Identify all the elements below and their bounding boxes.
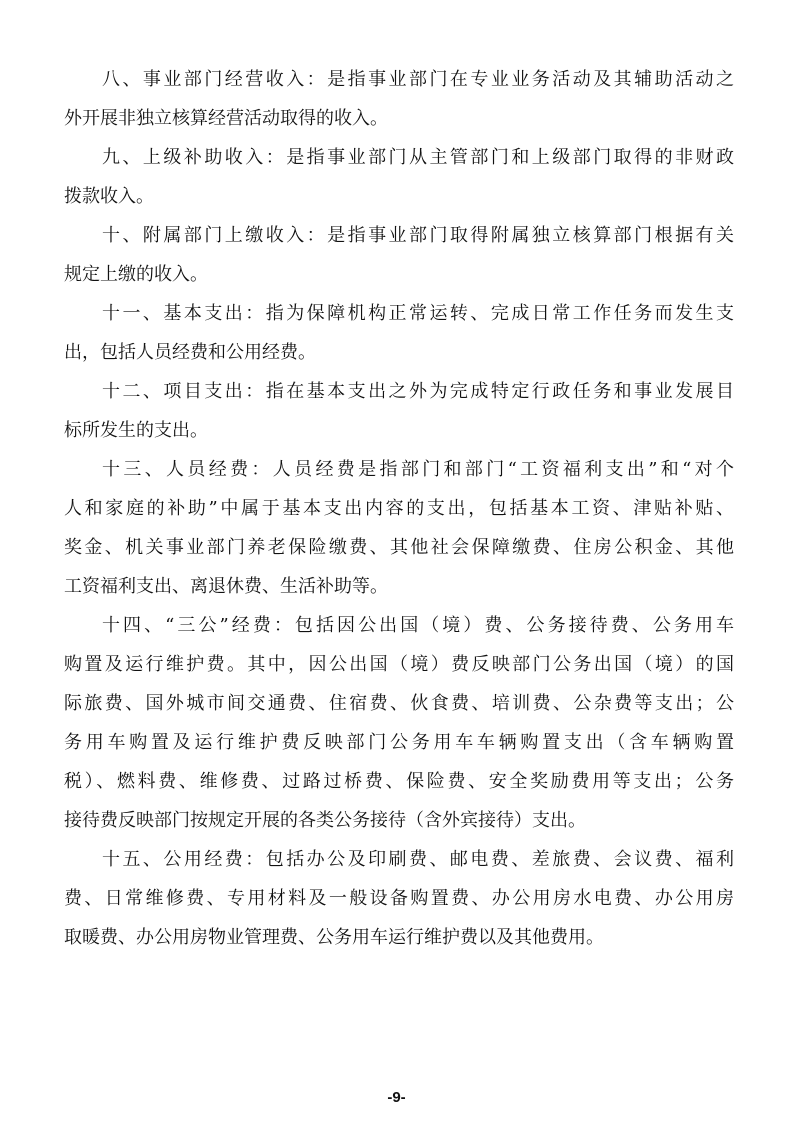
paragraph-line: 取暖费、办公用房物业管理费、公务用车运行维护费以及其他费用。 — [64, 927, 604, 948]
paragraph-line: 十四、“三公”经费：包括因公出国（境）费、公务接待费、公务用车 — [102, 615, 734, 636]
paragraph-line: 拨款收入。 — [64, 186, 154, 207]
paragraph-line: 接待费反映部门按规定开展的各类公务接待（含外宾接待）支出。 — [64, 810, 586, 831]
paragraph-line: 务用车购置及运行维护费反映部门公务用车车辆购置支出（含车辆购置 — [64, 732, 734, 753]
paragraph-line: 八、事业部门经营收入：是指事业部门在专业业务活动及其辅助活动之 — [102, 69, 734, 90]
paragraph-basic-expenditure — [64, 294, 734, 372]
paragraph-line: 费、日常维修费、专用材料及一般设备购置费、办公用房水电费、办公用房 — [64, 888, 734, 909]
paragraph-superior-subsidy — [64, 138, 734, 216]
paragraph-line: 出，包括人员经费和公用经费。 — [64, 342, 316, 363]
paragraph-line: 十、附属部门上缴收入：是指事业部门取得附属独立核算部门根据有关 — [102, 225, 734, 246]
paragraph-affiliate-income — [64, 216, 734, 294]
paragraph-public-expenses — [64, 840, 734, 957]
paragraph-line: 十一、基本支出：指为保障机构正常运转、完成日常工作任务而发生支 — [102, 303, 734, 324]
paragraph-line: 税）、燃料费、维修费、过路过桥费、保险费、安全奖励费用等支出；公务 — [64, 771, 734, 792]
paragraph-line: 工资福利支出、离退休费、生活补助等。 — [64, 576, 388, 597]
paragraph-operating-income — [64, 60, 734, 138]
paragraph-three-public-expenses — [64, 606, 734, 840]
paragraph-line: 十三、人员经费：人员经费是指部门和部门“工资福利支出”和“对个 — [102, 459, 734, 480]
paragraph-line: 购置及运行维护费。其中，因公出国（境）费反映部门公务出国（境）的国 — [64, 654, 734, 675]
document-body — [64, 60, 734, 957]
paragraph-line: 十二、项目支出：指在基本支出之外为完成特定行政任务和事业发展目 — [102, 381, 734, 402]
paragraph-line: 十五、公用经费：包括办公及印刷费、邮电费、差旅费、会议费、福利 — [102, 849, 734, 870]
paragraph-line: 人和家庭的补助”中属于基本支出内容的支出，包括基本工资、津贴补贴、 — [64, 498, 734, 519]
paragraph-line: 规定上缴的收入。 — [64, 264, 208, 285]
paragraph-personnel-expenses — [64, 450, 734, 606]
paragraph-line: 九、上级补助收入：是指事业部门从主管部门和上级部门取得的非财政 — [102, 147, 734, 168]
paragraph-line: 外开展非独立核算经营活动取得的收入。 — [64, 108, 388, 129]
paragraph-line: 际旅费、国外城市间交通费、住宿费、伙食费、培训费、公杂费等支出；公 — [64, 693, 734, 714]
paragraph-project-expenditure — [64, 372, 734, 450]
page-number: -9- — [387, 1089, 406, 1106]
paragraph-line: 奖金、机关事业部门养老保险缴费、其他社会保障缴费、住房公积金、其他 — [64, 537, 734, 558]
paragraph-line: 标所发生的支出。 — [64, 420, 208, 441]
